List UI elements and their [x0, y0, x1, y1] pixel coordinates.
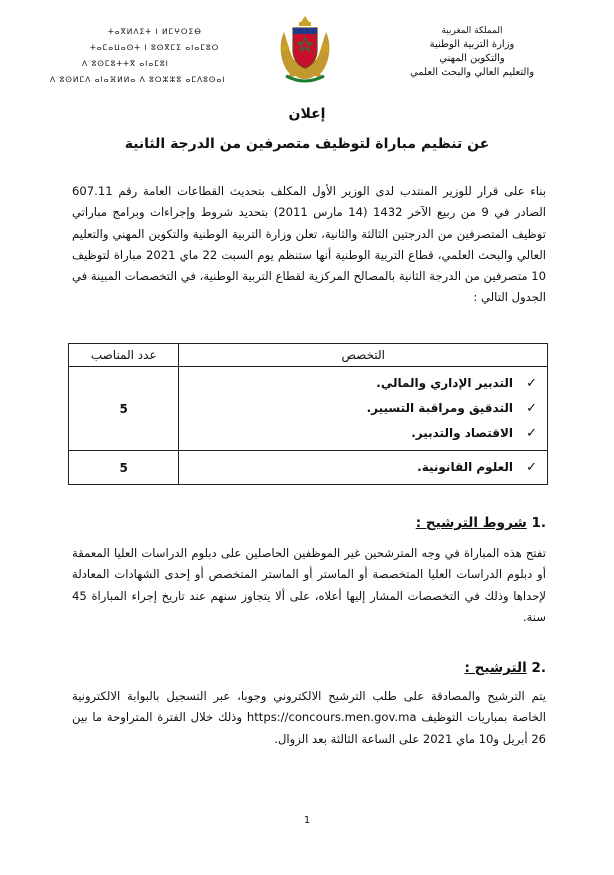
- tifinagh-header: [50, 24, 250, 88]
- arabic-header-line: المملكة المغربية: [441, 26, 503, 36]
- section-heading-conditions: [416, 515, 546, 531]
- list-item: [179, 455, 537, 480]
- tifinagh-line: ⴷ ⵓⵙⵍⵎⴷ ⴰⵏⴰⴼⵍⵍⴰ ⴷ ⵓⵔⵣⵣⵓ ⴰⵎⴷⵓⵙⴰⵏ: [50, 75, 226, 84]
- section-heading-application: [465, 660, 546, 676]
- positions-cell: 5: [69, 367, 179, 451]
- arabic-header-line: والتكوين المهني: [439, 53, 505, 64]
- coat-of-arms-icon: [276, 14, 334, 86]
- specialty-label: التدبير الإداري والمالي.: [376, 376, 513, 390]
- specialty-label: الاقتصاد والتدبير.: [411, 426, 513, 440]
- intro-paragraph: بناء على قرار للوزير المنتدب لدى الوزير الأول المكلف بتحديث القطاعات العامة رقم 607.11 الصادر في 9 من ربيع الآخر 1432 (14 مارس 2011) بتحديد شروط وإجراءات وبرامج مباراتي توظيف المتصرفين من الدرجتين الثالثة والثانية، تعلن وزارة التربية الوطنية والتكوين المهني والتعليم العالي والبحث العلمي، قطاع التربية الوطنية أنها ستنظم يوم السبت 22 ماي 2021 مباراة لتوظيف 10 متصرفين من الدرجة الثانية بالمصالح المركزية لقطاع التربية الوطنية، في التخصصات المبينة في الجدول التالي :: [72, 184, 546, 305]
- tifinagh-line: ⵜⴰⴳⵍⴷⵉⵜ ⵏ ⵍⵎⵖⵔⵉⴱ: [108, 27, 202, 36]
- announcement-subtitle: عن تنظيم مباراة لتوظيف متصرفين من الدرجة الثانية: [124, 136, 490, 152]
- specialty-cell: [179, 367, 548, 451]
- table-row: [69, 451, 548, 485]
- list-item: [179, 371, 537, 396]
- list-item: [179, 421, 537, 446]
- section-title: شروط الترشيح :: [415, 515, 527, 531]
- announcement-title: إعلان: [288, 106, 326, 122]
- specialty-label: العلوم القانونية.: [417, 460, 513, 474]
- check-icon: ✓: [526, 401, 537, 416]
- positions-header: عدد المناصب: [69, 344, 179, 367]
- tifinagh-line: ⴷ ⵓⵙⵎⵓⵜⵜⴳ ⴰⵏⴰⵎⵓⵏ: [82, 59, 169, 68]
- check-icon: ✓: [526, 460, 537, 475]
- tifinagh-line: ⵜⴰⵎⴰⵡⴰⵙⵜ ⵏ ⵓⵙⴳⵎⵉ ⴰⵏⴰⵎⵓⵔ: [90, 43, 220, 52]
- arabic-header-line: وزارة التربية الوطنية: [429, 39, 515, 50]
- table-row: [69, 367, 548, 451]
- specialty-label: التدقيق ومراقبة التسيير.: [366, 401, 513, 415]
- specialty-header: التخصص: [179, 344, 548, 367]
- specialty-cell: [179, 451, 548, 485]
- specialties-table: [68, 343, 548, 485]
- check-icon: ✓: [526, 376, 537, 391]
- application-paragraph: يتم الترشيح والمصادقة على طلب الترشيح الالكتروني وجوبا، عبر التسجيل بالبوابة الالكترونية الخاصة بمباريات التوظيف https://concours.men.gov.ma وذلك خلال الفترة المتراوحة ما بين 26 أبريل و10 ماي 2021 على الساعة الثالثة بعد الزوال.: [72, 689, 546, 746]
- section-number: .1: [531, 515, 546, 531]
- section-title: الترشيح :: [464, 660, 527, 676]
- list-item: [179, 396, 537, 421]
- section-number: .2: [531, 660, 546, 676]
- page-number: 1: [303, 815, 311, 826]
- conditions-paragraph: تفتح هذه المباراة في وجه المترشحين غير الموظفين الحاصلين على دبلوم الدراسات العليا المعمقة أو دبلوم الدراسات العليا المتخصصة أو الماستر أو الماستر المتخصص أو إحدى الشهادات المعادلة لإحداها وذلك في التخصصات المشار إليها أعلاه، على ألا يتجاوز سنهم عند تاريخ إجراء المباراة 45 سنة.: [72, 546, 546, 624]
- arabic-header-line: والتعليم العالي والبحث العلمي: [409, 67, 535, 78]
- positions-cell: 5: [69, 451, 179, 485]
- table-header-row: [69, 344, 548, 367]
- letterhead: [0, 14, 614, 94]
- arabic-header: [372, 24, 572, 80]
- check-icon: ✓: [526, 426, 537, 441]
